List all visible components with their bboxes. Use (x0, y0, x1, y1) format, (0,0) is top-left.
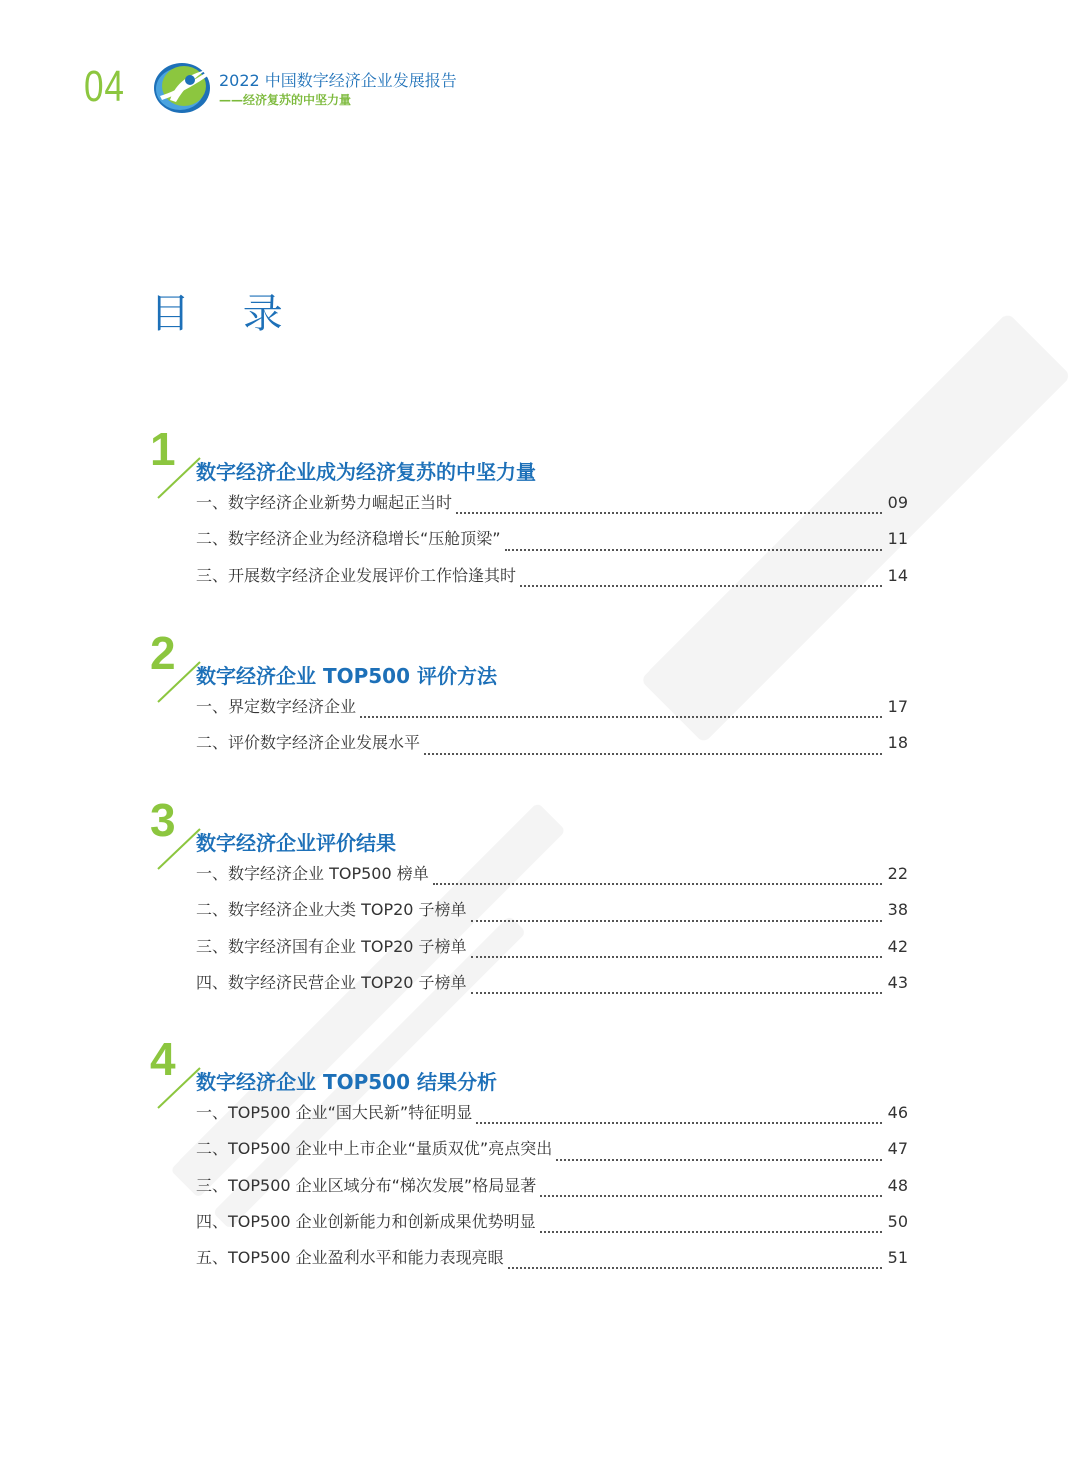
toc-entry[interactable] (196, 730, 908, 766)
section-number: 1 (150, 423, 176, 475)
entry-page: 17 (887, 697, 908, 716)
entry-label: 一、数字经济企业 TOP500 榜单 (196, 864, 429, 883)
entry-label: 三、数字经济国有企业 TOP20 子榜单 (196, 936, 467, 956)
entry-label: 一、界定数字经济企业 (196, 697, 357, 716)
dot-leader (508, 1266, 882, 1269)
dot-leader (540, 1230, 882, 1233)
toc-entry[interactable] (196, 1245, 908, 1281)
section-title: 数字经济企业成为经济复苏的中坚力量 (196, 460, 536, 484)
section-title: 数字经济企业 TOP500 评价方法 (196, 664, 497, 688)
entry-label: 四、数字经济民营企业 TOP20 子榜单 (196, 972, 467, 992)
toc-entry[interactable] (196, 934, 908, 970)
entry-page: 48 (887, 1175, 908, 1195)
section-title: 数字经济企业评价结果 (196, 831, 396, 855)
entry-page: 22 (887, 864, 908, 883)
section-entries (196, 490, 908, 599)
entry-page: 11 (887, 529, 908, 549)
dot-leader (471, 955, 882, 958)
section-number: 2 (150, 627, 176, 679)
dot-leader (360, 715, 882, 718)
entry-page: 09 (887, 493, 908, 512)
page-header (0, 0, 1080, 130)
dot-leader (433, 882, 882, 885)
dot-leader (456, 511, 882, 514)
entry-label: 一、数字经济企业新势力崛起正当时 (196, 493, 453, 512)
dot-leader (471, 991, 882, 994)
dot-leader (424, 752, 882, 755)
report-subtitle: ——经济复苏的中坚力量 (219, 93, 352, 107)
report-title: 2022 中国数字经济企业发展报告 (219, 71, 457, 90)
entry-page: 50 (887, 1211, 908, 1231)
toc-heading: 目 录 (150, 291, 303, 337)
section-entries (196, 1100, 908, 1281)
entry-page: 18 (887, 733, 908, 753)
entry-label: 二、评价数字经济企业发展水平 (196, 733, 421, 753)
entry-label: 二、数字经济企业大类 TOP20 子榜单 (196, 900, 467, 920)
dot-leader (476, 1121, 882, 1124)
section-number: 3 (150, 794, 176, 846)
dot-leader (540, 1194, 882, 1197)
entry-page: 38 (887, 900, 908, 920)
toc-entry[interactable] (196, 1173, 908, 1209)
section-entries (196, 861, 908, 1006)
section-entries (196, 694, 908, 767)
entry-label: 三、TOP500 企业区域分布“梯次发展”格局显著 (196, 1175, 537, 1195)
toc-entry[interactable] (196, 1209, 908, 1245)
entry-label: 一、TOP500 企业“国大民新”特征明显 (196, 1103, 473, 1122)
report-logo-icon (150, 56, 222, 116)
toc-entry[interactable] (196, 694, 908, 730)
entry-label: 二、数字经济企业为经济稳增长“压舱顶梁” (196, 529, 501, 549)
dot-leader (505, 548, 882, 551)
entry-page: 42 (887, 936, 908, 956)
entry-label: 二、TOP500 企业中上市企业“量质双优”亮点突出 (196, 1139, 553, 1159)
entry-label: 三、开展数字经济企业发展评价工作恰逢其时 (196, 565, 517, 585)
toc-entry[interactable] (196, 970, 908, 1006)
toc-entry[interactable] (196, 1136, 908, 1172)
section-title: 数字经济企业 TOP500 结果分析 (196, 1070, 497, 1094)
entry-page: 47 (887, 1139, 908, 1159)
dot-leader (520, 584, 882, 587)
toc-entry[interactable] (196, 861, 908, 897)
toc-entry[interactable] (196, 563, 908, 599)
entry-label: 四、TOP500 企业创新能力和创新成果优势明显 (196, 1211, 536, 1231)
toc-entry[interactable] (196, 1100, 908, 1136)
dot-leader (556, 1158, 882, 1161)
entry-page: 46 (887, 1103, 908, 1122)
toc-entry[interactable] (196, 897, 908, 933)
toc-entry[interactable] (196, 490, 908, 526)
section-number: 4 (150, 1033, 176, 1085)
dot-leader (471, 919, 882, 922)
entry-label: 五、TOP500 企业盈利水平和能力表现亮眼 (196, 1248, 504, 1268)
entry-page: 43 (887, 972, 908, 992)
entry-page: 51 (887, 1248, 908, 1268)
toc-entry[interactable] (196, 526, 908, 562)
entry-page: 14 (887, 565, 908, 585)
page-number: 04 (84, 62, 125, 111)
